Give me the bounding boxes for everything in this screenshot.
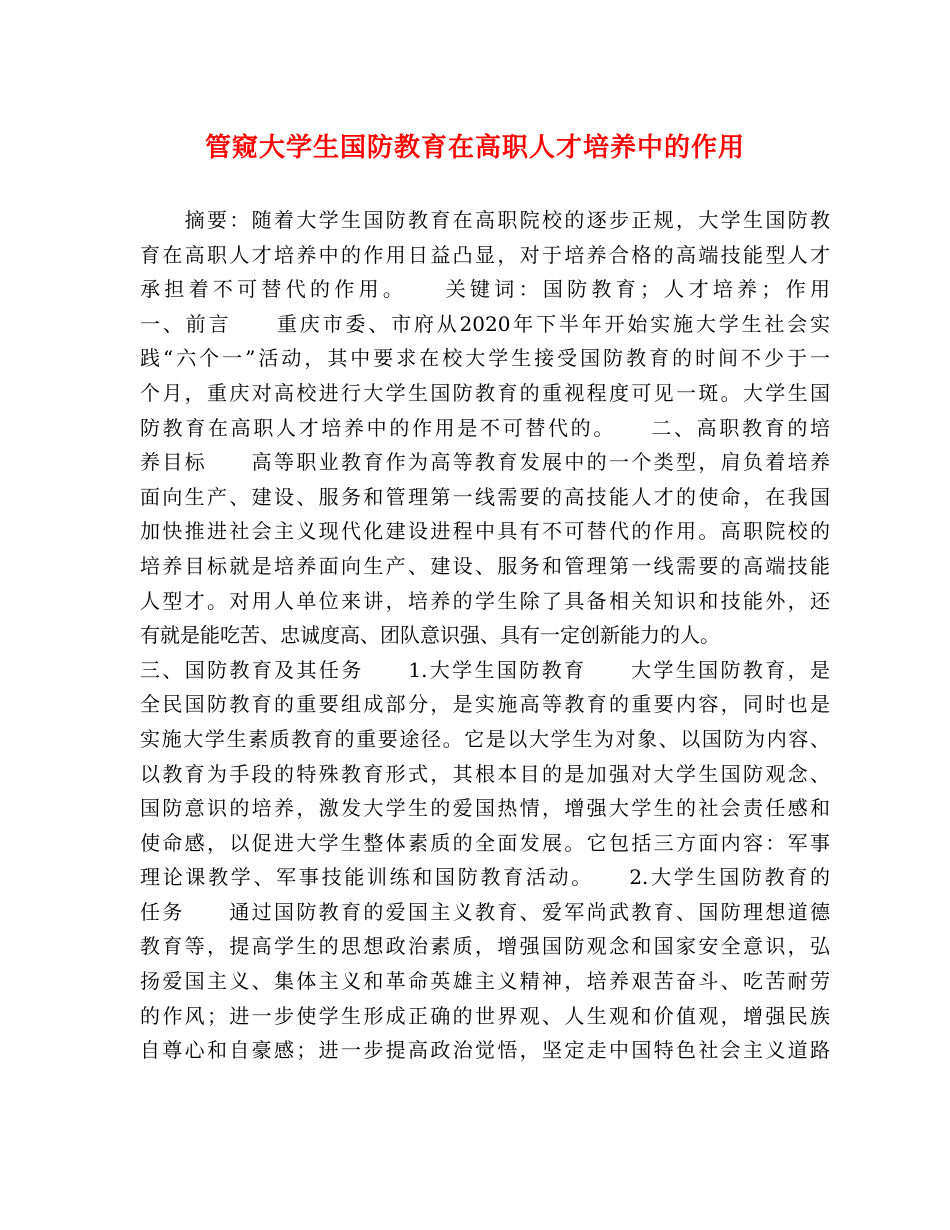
- body-line: 践“六个一”活动，其中要求在校大学生接受国防教育的时间不少于一: [140, 346, 830, 371]
- body-line: 有就是能吃苦、忠诚度高、团队意识强、具有一定创新能力的人。: [140, 623, 720, 648]
- body-line: 任务 通过国防教育的爱国主义教育、爱军尚武教育、国防理想道德: [140, 899, 830, 924]
- body-line: 实施大学生素质教育的重要途径。它是以大学生为对象、以国防为内容、: [140, 726, 830, 751]
- body-line: 自尊心和自豪感；进一步提高政治觉悟，坚定走中国特色社会主义道路: [140, 1038, 830, 1063]
- body-line: 加快推进社会主义现代化建设进程中具有不可替代的作用。高职院校的: [140, 519, 830, 544]
- body-line: 三、国防教育及其任务 1.大学生国防教育 大学生国防教育，是: [140, 657, 830, 682]
- body-line: 国防意识的培养，激发大学生的爱国热情，增强大学生的社会责任感和: [140, 796, 830, 821]
- body-line: 理论课教学、军事技能训练和国防教育活动。 2.大学生国防教育的: [140, 865, 830, 890]
- body-line: 育在高职人才培养中的作用日益凸显，对于培养合格的高端技能型人才: [140, 242, 830, 267]
- body-line: 以教育为手段的特殊教育形式，其根本目的是加强对大学生国防观念、: [140, 761, 830, 786]
- body-line: 扬爱国主义、集体主义和革命英雄主义精神，培养艰苦奋斗、吃苦耐劳: [140, 969, 830, 994]
- body-line: 使命感，以促进大学生整体素质的全面发展。它包括三方面内容：军事: [140, 830, 830, 855]
- document-title: 管窥大学生国防教育在高职人才培养中的作用: [204, 133, 745, 163]
- document-body: [140, 203, 830, 1068]
- body-line: 人型才。对用人单位来讲，培养的学生除了具备相关知识和技能外，还: [140, 588, 830, 613]
- body-line: 摘要：随着大学生国防教育在高职院校的逐步正规，大学生国防教: [140, 208, 830, 232]
- body-line: 面向生产、建设、服务和管理第一线需要的高技能人才的使命，在我国: [140, 484, 830, 509]
- body-line: 的作风；进一步使学生形成正确的世界观、人生观和价值观，增强民族: [140, 1003, 830, 1028]
- body-line: 承担着不可替代的作用。 关键词：国防教育；人才培养；作用: [140, 277, 830, 302]
- body-line: 全民国防教育的重要组成部分，是实施高等教育的重要内容，同时也是: [140, 692, 830, 717]
- body-line: 一、前言 重庆市委、市府从2020年下半年开始实施大学生社会实: [140, 311, 830, 336]
- body-line: 教育等，提高学生的思想政治素质，增强国防观念和国家安全意识，弘: [140, 934, 830, 959]
- body-line: 养目标 高等职业教育作为高等教育发展中的一个类型，肩负着培养: [140, 450, 830, 475]
- body-line: 培养目标就是培养面向生产、建设、服务和管理第一线需要的高端技能: [140, 553, 830, 578]
- body-line: 防教育在高职人才培养中的作用是不可替代的。 二、高职教育的培: [140, 415, 830, 440]
- body-line: 个月，重庆对高校进行大学生国防教育的重视程度可见一斑。大学生国: [140, 380, 830, 405]
